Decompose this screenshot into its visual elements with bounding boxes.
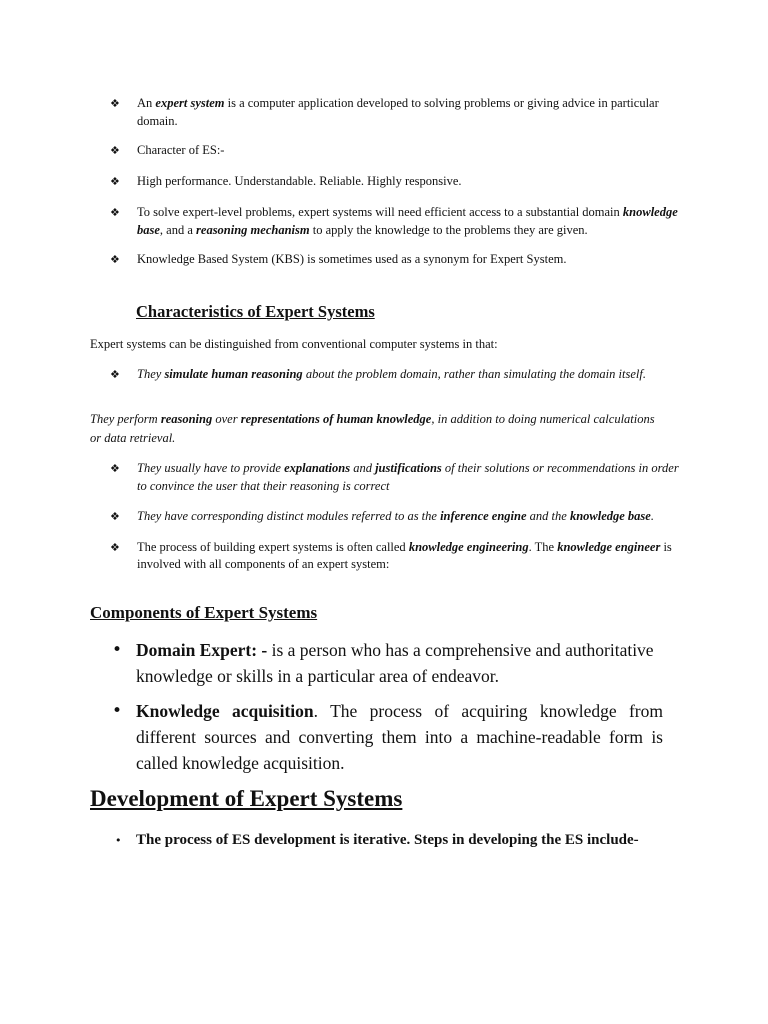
term: reasoning (160, 412, 213, 426)
term: simulate human reasoning (164, 367, 303, 381)
list-item: ❖ They usually have to provide explanations and justifications of their solutions or recommendations in order to convince the user that their reasoning is correct (110, 461, 679, 493)
diamond-bullet-icon: ❖ (110, 174, 120, 188)
characteristics-heading: Characteristics of Expert Systems (136, 302, 375, 321)
diamond-bullet-icon: ❖ (110, 540, 120, 554)
term: explanations (284, 461, 351, 475)
diamond-bullet-icon: ❖ (110, 253, 120, 266)
term: Domain Expert: - (136, 640, 272, 660)
components-heading: Components of Expert Systems (90, 603, 318, 622)
diamond-bullet-icon: ❖ (110, 368, 120, 381)
diamond-bullet-icon: ❖ (110, 510, 120, 523)
development-heading: Development of Expert Systems (90, 786, 403, 811)
list-item: ❖ The process of building expert systems is often called knowledge engineering. The knowledge engineer is involved with all components of an expert system: (110, 539, 672, 571)
diamond-bullet-icon: ❖ (110, 97, 120, 110)
term: Knowledge acquisition (136, 701, 314, 721)
bullet-icon: • (115, 834, 122, 847)
intro-bullet-list (0, 95, 768, 269)
term: inference engine (440, 509, 527, 523)
components-list (0, 637, 768, 785)
term: knowledge engineer (557, 539, 661, 554)
diamond-bullet-icon: ❖ (110, 206, 120, 219)
term: justifications (375, 461, 442, 475)
list-item: ❖ Knowledge Based System (KBS) is sometimes used as a synonym for Expert System. (0, 251, 768, 269)
term: expert system (155, 96, 225, 110)
term: reasoning mechanism (196, 222, 310, 237)
list-item: • The process of ES development is iterative. Steps in developing the ES include- (0, 829, 768, 852)
term: knowledge base (569, 509, 651, 523)
characteristics-intro: Expert systems can be distinguished from conventional computer systems in that: (90, 337, 498, 351)
bullet-icon: • (112, 640, 123, 660)
diamond-bullet-icon: ❖ (110, 144, 120, 157)
list-item: ❖ An expert system is a computer application developed to solving problems or giving advice in particular domain. (110, 96, 659, 128)
list-item: • Knowledge acquisition. The process of acquiring knowledge from different sources and converting them into a machine-readable form is called knowledge acquisition. (0, 698, 768, 776)
list-item: • Domain Expert: - is a person who has a comprehensive and authoritative knowledge or skills in a particular area of endeavor. (0, 637, 768, 689)
term: knowledge base (137, 205, 678, 237)
characteristics-paragraph: They perform reasoning over representations of human knowledge, in addition to doing numerical calculations or data retrieval. (90, 412, 655, 445)
bullet-icon: • (112, 701, 123, 721)
development-list (0, 829, 768, 852)
term: knowledge engineering (408, 539, 529, 554)
characteristics-list-b (0, 460, 768, 574)
list-item: ❖ They have corresponding distinct modules referred to as the inference engine and the knowledge base. (0, 508, 768, 526)
characteristics-list-a (0, 366, 768, 384)
list-item: ❖ Character of ES:- (0, 142, 768, 160)
term: representations of human knowledge (240, 412, 432, 426)
list-item: ❖ High performance. Understandable. Reliable. Highly responsive. (0, 173, 768, 191)
diamond-bullet-icon: ❖ (110, 462, 120, 475)
list-item: ❖ To solve expert-level problems, expert systems will need efficient access to a substantial domain knowledge base, and a reasoning mechanism to apply the knowledge to the problems they are given. (110, 205, 678, 237)
list-item: ❖ They simulate human reasoning about the problem domain, rather than simulating the domain itself. (0, 366, 768, 384)
